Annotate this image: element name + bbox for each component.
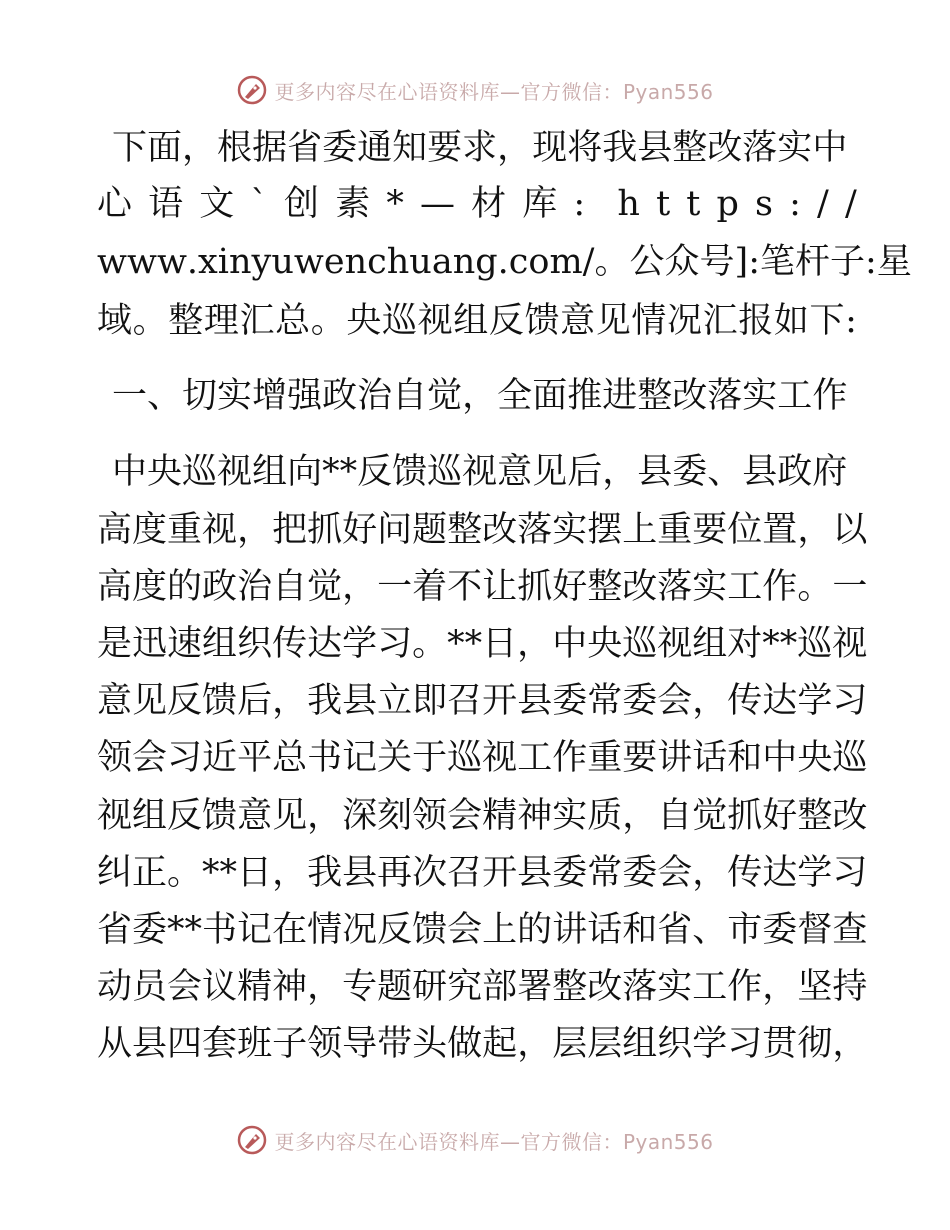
body-line-11: 从 县 四 套 班 子 领 导 带 头 做 起 ， 层 层 组 织 学 习 贯 彻 ， bbox=[97, 1024, 868, 1064]
intro-line-1: 下 面 ， 根 据 省 委 通 知 要 求 ， 现 将 我 县 整 改 落 实 中 bbox=[112, 128, 848, 168]
body-line-8: 纠 正 。 * * 日 ， 我 县 再 次 召 开 县 委 常 委 会 ， 传 达 学 习 bbox=[97, 853, 868, 893]
body-line-2: 高 度 重 视 ， 把 抓 好 问 题 整 改 落 实 摆 上 重 要 位 置 ， 以 bbox=[97, 510, 868, 550]
intro-line-3: w w w . x i n y u w e n c h u a n g . c o m / 。 公 众 号 ] : 笔 杆 子 : 星 bbox=[97, 242, 912, 282]
watermark-header bbox=[0, 70, 950, 110]
watermark-footer bbox=[0, 1120, 950, 1160]
watermark-text: 更多内容尽在心语资料库—官方微信：Pyan556 bbox=[274, 79, 714, 104]
body-line-9: 省 委 * * 书 记 在 情 况 反 馈 会 上 的 讲 话 和 省 、 市 委 督 查 bbox=[97, 910, 868, 950]
section-heading: 一 、 切 实 增 强 政 治 自 觉 ， 全 面 推 进 整 改 落 实 工 作 bbox=[112, 376, 848, 416]
watermark-text: 更多内容尽在心语资料库—官方微信：Pyan556 bbox=[274, 1129, 714, 1154]
body-line-1: 中 央 巡 视 组 向 * * 反 馈 巡 视 意 见 后 ， 县 委 、 县 政 府 bbox=[112, 452, 848, 492]
fountain-pen-nib-logo-icon bbox=[236, 1124, 268, 1156]
fountain-pen-nib-logo-icon bbox=[236, 74, 268, 106]
body-line-5: 意 见 反 馈 后 ， 我 县 立 即 召 开 县 委 常 委 会 ， 传 达 学 习 bbox=[97, 681, 868, 721]
intro-line-2: 心 语 文 ` 创 素 * — 材 库 : h t t p s : / / bbox=[97, 184, 857, 224]
body-line-4: 是 迅 速 组 织 传 达 学 习 。 * * 日 ， 中 央 巡 视 组 对 * * 巡 视 bbox=[97, 624, 868, 664]
body-line-6: 领 会 习 近 平 总 书 记 关 于 巡 视 工 作 重 要 讲 话 和 中 央 巡 bbox=[97, 738, 868, 778]
body-line-3: 高 度 的 政 治 自 觉 ， 一 着 不 让 抓 好 整 改 落 实 工 作 。 一 bbox=[97, 567, 868, 607]
intro-line-4: 域 。 整 理 汇 总 。 央 巡 视 组 反 馈 意 见 情 况 汇 报 如 下 : bbox=[97, 301, 857, 341]
body-line-7: 视 组 反 馈 意 见 ， 深 刻 领 会 精 神 实 质 ， 自 觉 抓 好 整 改 bbox=[97, 796, 868, 836]
body-line-10: 动 员 会 议 精 神 ， 专 题 研 究 部 署 整 改 落 实 工 作 ， 坚 持 bbox=[97, 967, 868, 1007]
